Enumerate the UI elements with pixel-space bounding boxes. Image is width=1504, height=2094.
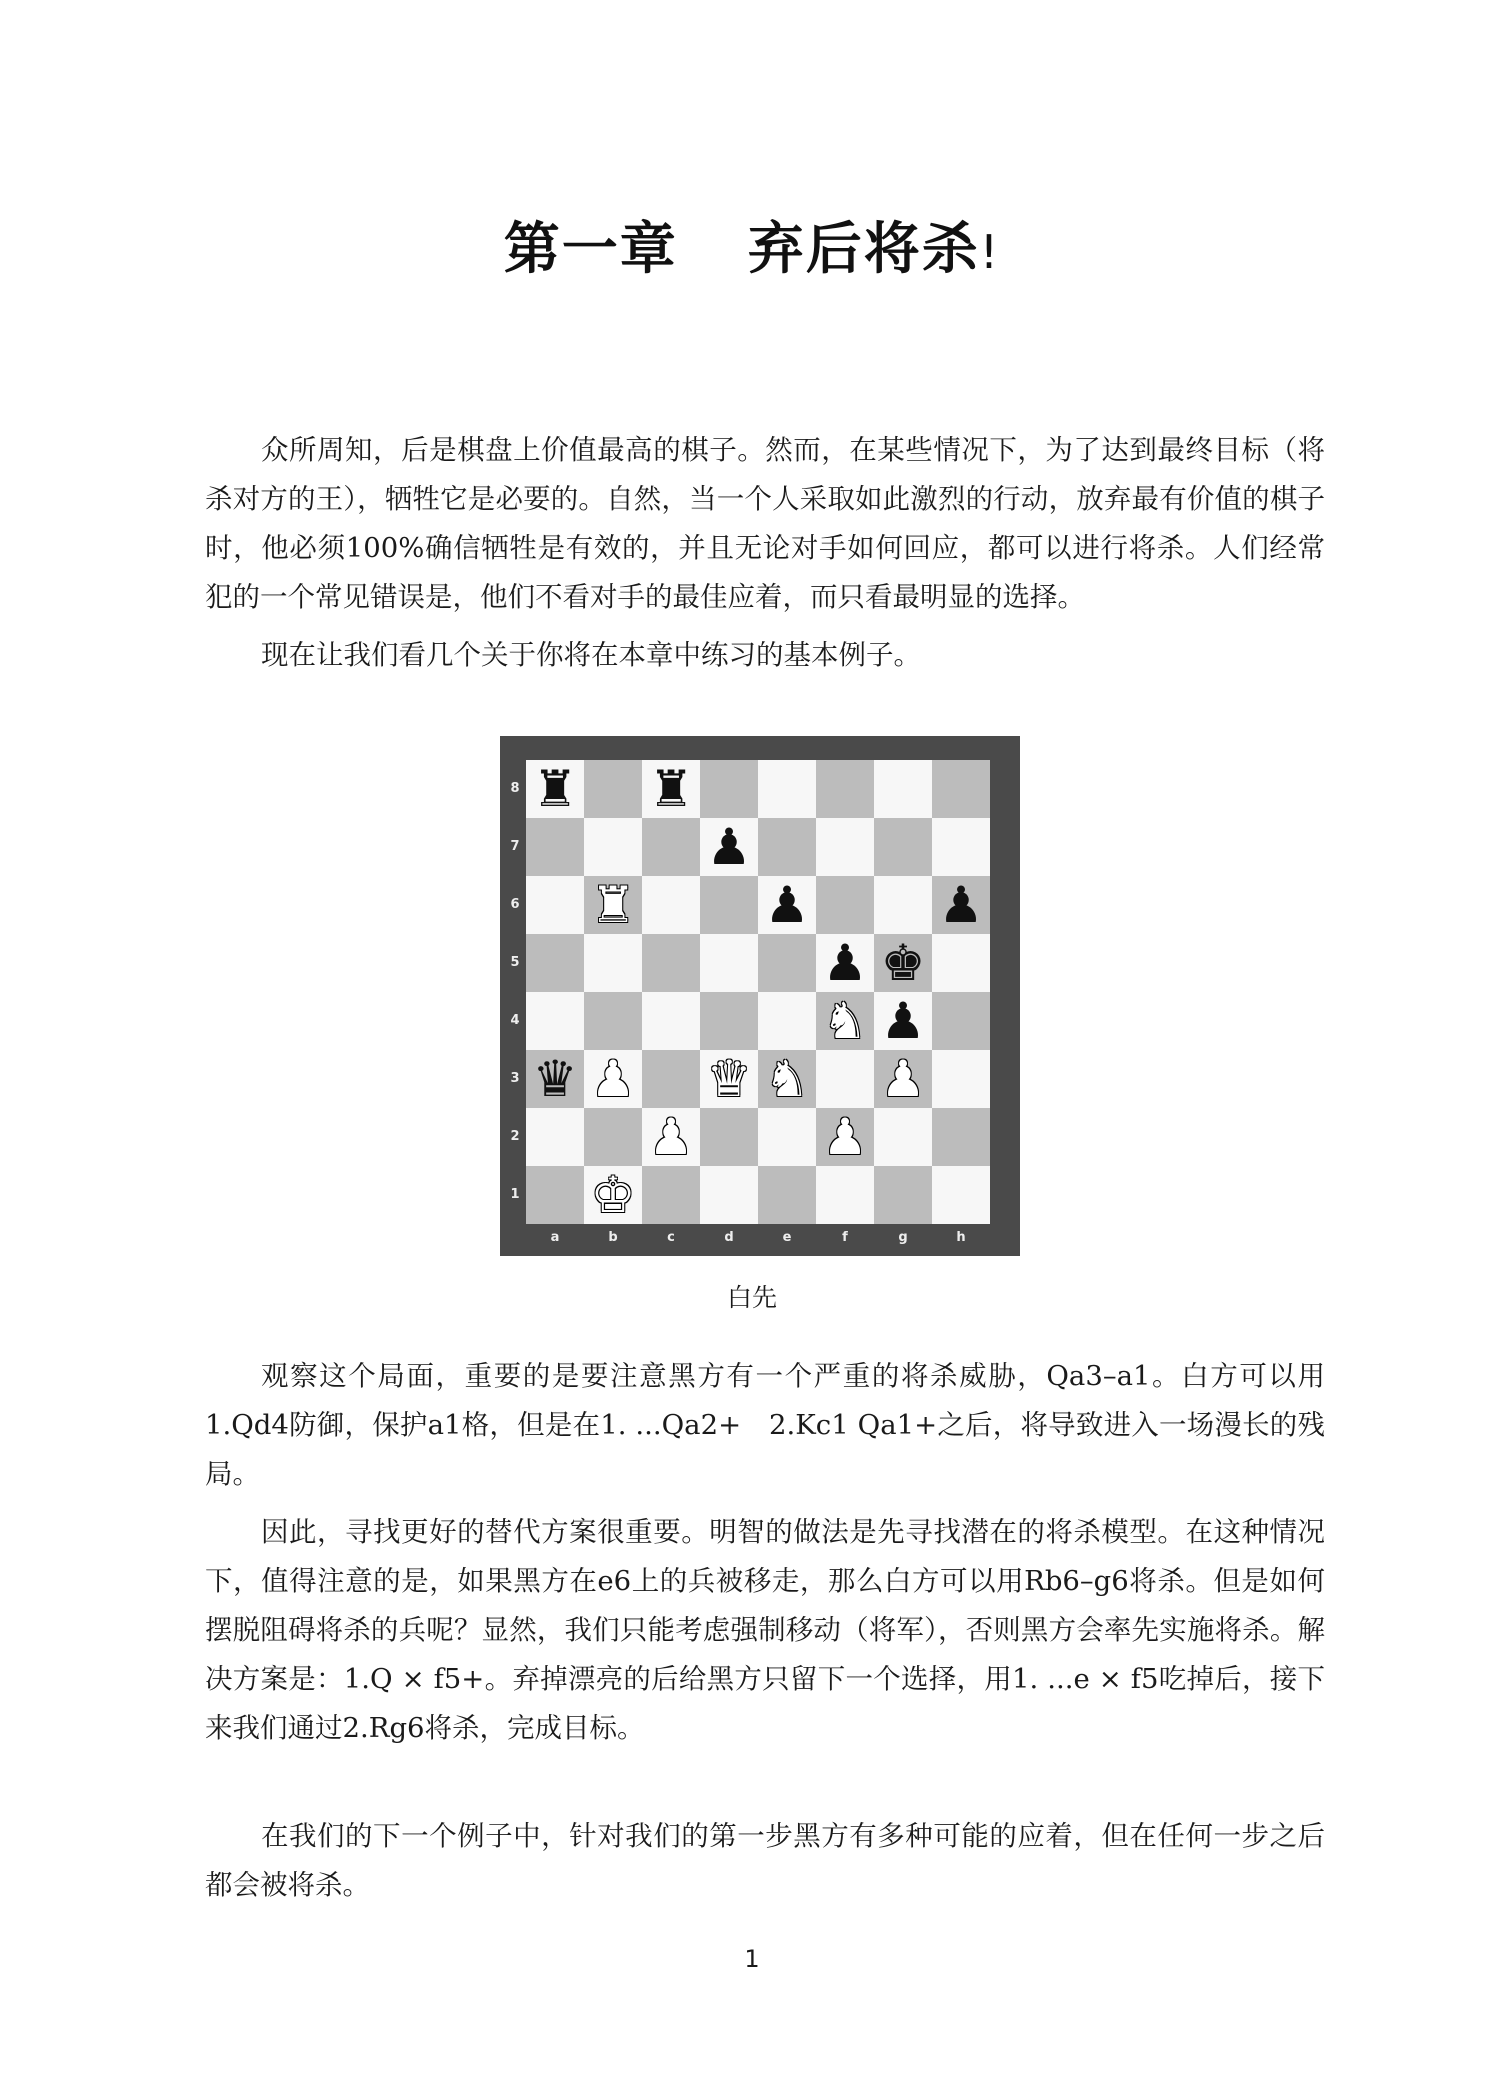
- square-c2: [642, 1108, 700, 1166]
- square-d2: [700, 1108, 758, 1166]
- square-b5: [584, 934, 642, 992]
- lead-in-paragraph: 现在让我们看几个关于你将在本章中练习的基本例子。: [261, 639, 921, 671]
- square-e6: [758, 876, 816, 934]
- square-d1: [700, 1166, 758, 1224]
- white-knight-icon: ♞: [822, 992, 868, 1050]
- square-d5: [700, 934, 758, 992]
- square-b3: [584, 1050, 642, 1108]
- square-c8: [642, 760, 700, 818]
- square-f6: [816, 876, 874, 934]
- file-label: a: [550, 1230, 560, 1245]
- chapter-title: [0, 205, 1504, 285]
- square-d7: [700, 818, 758, 876]
- square-d3: [700, 1050, 758, 1108]
- rank-label: 3: [510, 1071, 520, 1086]
- rank-label: 6: [510, 897, 520, 912]
- next-example-paragraph: 在我们的下一个例子中，针对我们的第一步黑方有多种可能的应着，但在任何一步之后都会被将杀。: [205, 1820, 1325, 1901]
- square-c1: [642, 1166, 700, 1224]
- square-d8: [700, 760, 758, 818]
- file-label: c: [667, 1230, 675, 1245]
- square-c6: [642, 876, 700, 934]
- square-h2: [932, 1108, 990, 1166]
- black-queen-icon: ♛: [532, 1050, 578, 1108]
- square-a3: [526, 1050, 584, 1108]
- black-rook-icon: ♜: [532, 760, 578, 818]
- square-g3: [874, 1050, 932, 1108]
- square-f3: [816, 1050, 874, 1108]
- square-c5: [642, 934, 700, 992]
- rank-label: 5: [510, 955, 520, 970]
- square-a8: [526, 760, 584, 818]
- chess-diagram: [500, 736, 1020, 1256]
- chapter-name: 弃后将杀: [747, 217, 980, 282]
- black-rook-icon: ♜: [648, 760, 694, 818]
- square-b4: [584, 992, 642, 1050]
- square-g8: [874, 760, 932, 818]
- square-b1: [584, 1166, 642, 1224]
- square-a5: [526, 934, 584, 992]
- rank-label: 8: [510, 781, 520, 796]
- square-e7: [758, 818, 816, 876]
- square-g1: [874, 1166, 932, 1224]
- square-e2: [758, 1108, 816, 1166]
- square-a6: [526, 876, 584, 934]
- square-d6: [700, 876, 758, 934]
- black-pawn-icon: ♟: [764, 876, 810, 934]
- white-knight-icon: ♞: [764, 1050, 810, 1108]
- white-queen-icon: ♛: [706, 1050, 752, 1108]
- square-h3: [932, 1050, 990, 1108]
- square-a2: [526, 1108, 584, 1166]
- square-e1: [758, 1166, 816, 1224]
- rank-label: 1: [510, 1187, 520, 1202]
- analysis-paragraph: 观察这个局面，重要的是要注意黑方有一个严重的将杀威胁，Qa3–a1。白方可以用1.Qd4防御，保护a1格，但是在1. ...Qa2+ 2.Kc1 Qa1+之后，将导致进入一场漫长的残局。: [205, 1360, 1325, 1490]
- black-pawn-icon: ♟: [880, 992, 926, 1050]
- square-e8: [758, 760, 816, 818]
- square-h6: [932, 876, 990, 934]
- black-pawn-icon: ♟: [938, 876, 984, 934]
- black-pawn-icon: ♟: [822, 934, 868, 992]
- square-a7: [526, 818, 584, 876]
- square-g4: [874, 992, 932, 1050]
- square-e4: [758, 992, 816, 1050]
- white-pawn-icon: ♟: [822, 1108, 868, 1166]
- square-b8: [584, 760, 642, 818]
- white-pawn-icon: ♟: [648, 1108, 694, 1166]
- square-h7: [932, 818, 990, 876]
- square-f4: [816, 992, 874, 1050]
- white-rook-icon: ♜: [590, 876, 636, 934]
- white-pawn-icon: ♟: [880, 1050, 926, 1108]
- intro-paragraph: 众所周知，后是棋盘上价值最高的棋子。然而，在某些情况下，为了达到最终目标（将杀对方的王），牺牲它是必要的。自然，当一个人采取如此激烈的行动，放弃最有价值的棋子时，他必须100%确信牺牲是有效的，并且无论对手如何回应，都可以进行将杀。人们经常犯的一个常见错误是，他们不看对手的最佳应着，而只看最明显的选择。: [205, 434, 1325, 613]
- black-king-icon: ♚: [880, 934, 926, 992]
- chess-board: [526, 760, 990, 1224]
- file-label: d: [724, 1230, 734, 1245]
- square-a1: [526, 1166, 584, 1224]
- file-label: f: [842, 1230, 848, 1245]
- chapter-label: 第一章: [503, 217, 678, 282]
- square-b7: [584, 818, 642, 876]
- square-f2: [816, 1108, 874, 1166]
- solution-paragraph: 因此，寻找更好的替代方案很重要。明智的做法是先寻找潜在的将杀模型。在这种情况下，值得注意的是，如果黑方在e6上的兵被移走，那么白方可以用Rb6–g6将杀。但是如何摆脱阻碍将杀的兵呢？显然，我们只能考虑强制移动（将军），否则黑方会率先实施将杀。解决方案是：1.Q × f5+。弃掉漂亮的后给黑方只留下一个选择，用1. ...e × f5吃掉后，接下来我们通过2.Rg6将杀，完成目标。: [205, 1516, 1325, 1744]
- square-d4: [700, 992, 758, 1050]
- square-f5: [816, 934, 874, 992]
- square-b2: [584, 1108, 642, 1166]
- square-g7: [874, 818, 932, 876]
- square-h4: [932, 992, 990, 1050]
- square-b6: [584, 876, 642, 934]
- square-f8: [816, 760, 874, 818]
- square-g5: [874, 934, 932, 992]
- square-h8: [932, 760, 990, 818]
- diagram-caption: 白先: [726, 1283, 777, 1312]
- square-h5: [932, 934, 990, 992]
- square-c4: [642, 992, 700, 1050]
- square-e3: [758, 1050, 816, 1108]
- rank-label: 2: [510, 1129, 520, 1144]
- black-pawn-icon: ♟: [706, 818, 752, 876]
- square-f7: [816, 818, 874, 876]
- square-c3: [642, 1050, 700, 1108]
- white-king-icon: ♚: [590, 1166, 636, 1224]
- white-pawn-icon: ♟: [590, 1050, 636, 1108]
- square-c7: [642, 818, 700, 876]
- file-label: e: [782, 1230, 792, 1245]
- square-g6: [874, 876, 932, 934]
- page-number: 1: [744, 1945, 760, 1973]
- file-label: h: [956, 1230, 966, 1245]
- square-a4: [526, 992, 584, 1050]
- chapter-exclamation: !: [979, 225, 1001, 279]
- square-h1: [932, 1166, 990, 1224]
- file-label: g: [898, 1230, 908, 1245]
- square-f1: [816, 1166, 874, 1224]
- file-label: b: [608, 1230, 618, 1245]
- square-g2: [874, 1108, 932, 1166]
- square-e5: [758, 934, 816, 992]
- rank-label: 4: [510, 1013, 520, 1028]
- rank-label: 7: [510, 839, 520, 854]
